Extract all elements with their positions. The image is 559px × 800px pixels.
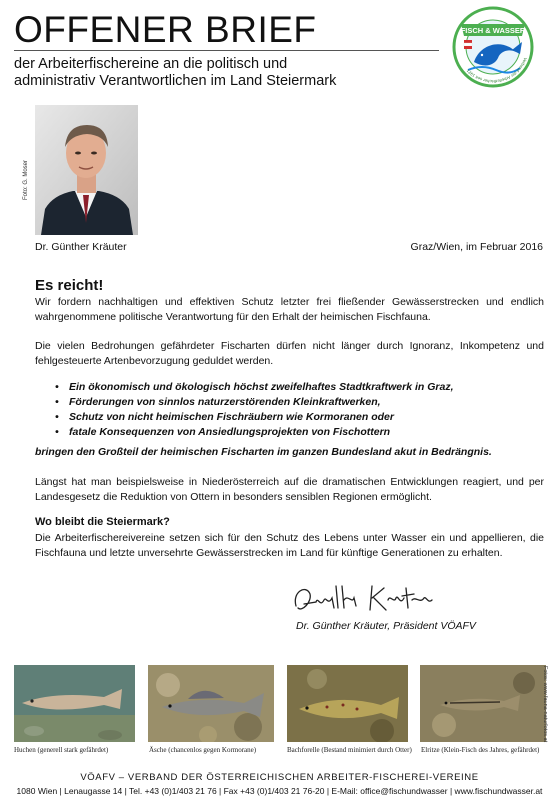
headline: Es reicht! (35, 277, 104, 294)
paragraph-1: Wir fordern nachhaltigen und effektiven Schutz letzter frei fließender Gewässerstrecken und endlich wahrgenommene politische Verantwortung für den Erhalt der heimischen Fischfauna. (35, 296, 544, 323)
logo-ring-text: Verband der Arbeiterfischer seit 1921 (465, 56, 529, 85)
logo-top-text: FISCH & WASSER (460, 26, 526, 35)
photo-credit: Foto: G. Moser (23, 159, 29, 200)
list-item: • Schutz von nicht heimischen Fischräubern wie Kormoranen oder (55, 410, 453, 425)
title-rule (14, 50, 439, 51)
demands-list (55, 380, 453, 440)
portrait-photo (35, 105, 138, 235)
fish-caption: Bachforelle (Bestand minimiert durch Otter) (287, 746, 412, 754)
signatory-name: Dr. Günther Kräuter, Präsident VÖAFV (296, 620, 476, 632)
paragraph-3: Längst hat man beispielsweise in Niederösterreich auf die dramatischen Entwicklungen reagiert, und per Landesgesetz die Reduktion von Ottern in besonders sensiblen Regionen ermöglicht. (35, 476, 544, 503)
subtitle-line-2: administrativ Verantwortlichen im Land Steiermark (14, 73, 337, 89)
place-date: Graz/Wien, im Februar 2016 (410, 241, 543, 253)
fisch-wasser-logo (452, 6, 534, 88)
list-item: • Förderungen von sinnlos naturzerstörenden Kleinkraftwerken, (55, 395, 453, 410)
page-title: OFFENER BRIEF (14, 9, 317, 50)
fish-photo-bachforelle (287, 665, 408, 742)
fish-photo-huchen (14, 665, 135, 742)
portrait-image (35, 105, 138, 235)
paragraph-2: Die vielen Bedrohungen gefährdeter Fischarten dürfen nicht länger durch Ignoranz, Inkompetenz und fehlgesteuerte Artenbevorzugung geduldet werden. (35, 340, 544, 367)
fish-photo-elritze (420, 665, 546, 742)
page-subtitle (14, 56, 336, 90)
fish-caption: Äsche (chancenlos gegen Kormorane) (149, 746, 257, 754)
handwritten-signature (290, 582, 440, 618)
fish-photo-credit: Fotos: www.fauna-naturfotos.at (542, 666, 548, 743)
fish-photo-aesche (148, 665, 274, 742)
footer-contact: 1080 Wien | Lenaugasse 14 | Tel. +43 (0)1/403 21 76 | Fax +43 (0)1/403 21 76-20 | E-Mail: office@fischundwasser | www.fischundwasser.at (16, 786, 543, 796)
list-item: • Ein ökonomisch und ökologisch höchst zweifelhaftes Stadtkraftwerk in Graz, (55, 380, 453, 395)
subtitle-line-1: der Arbeiterfischereine an die politisch und (14, 56, 288, 72)
subheading: Wo bleibt die Steiermark? (35, 516, 170, 528)
emphasis-line: bringen den Großteil der heimischen Fischarten im ganzen Bundesland akut in Bedrängnis. (35, 446, 492, 458)
fish-caption: Huchen (generell stark gefährdet) (14, 746, 109, 754)
paragraph-4: Die Arbeiterfischereivereine setzen sich für den Schutz des Lebens unter Wasser ein und appellieren, die Fischfauna und letzte unversehrte Gewässerstrecken im Land für künftige Generationen zu erhalten. (35, 532, 544, 559)
author-name: Dr. Günther Kräuter (35, 241, 127, 253)
footer-organisation: VÖAFV – VERBAND DER ÖSTERREICHISCHEN ARBEITER-FISCHEREI-VEREINE (80, 772, 479, 783)
fish-caption: Elritze (Klein-Fisch des Jahres, gefährdet) (421, 746, 540, 754)
list-item: • fatale Konsequenzen von Ansiedlungsprojekten von Fischottern (55, 425, 453, 440)
